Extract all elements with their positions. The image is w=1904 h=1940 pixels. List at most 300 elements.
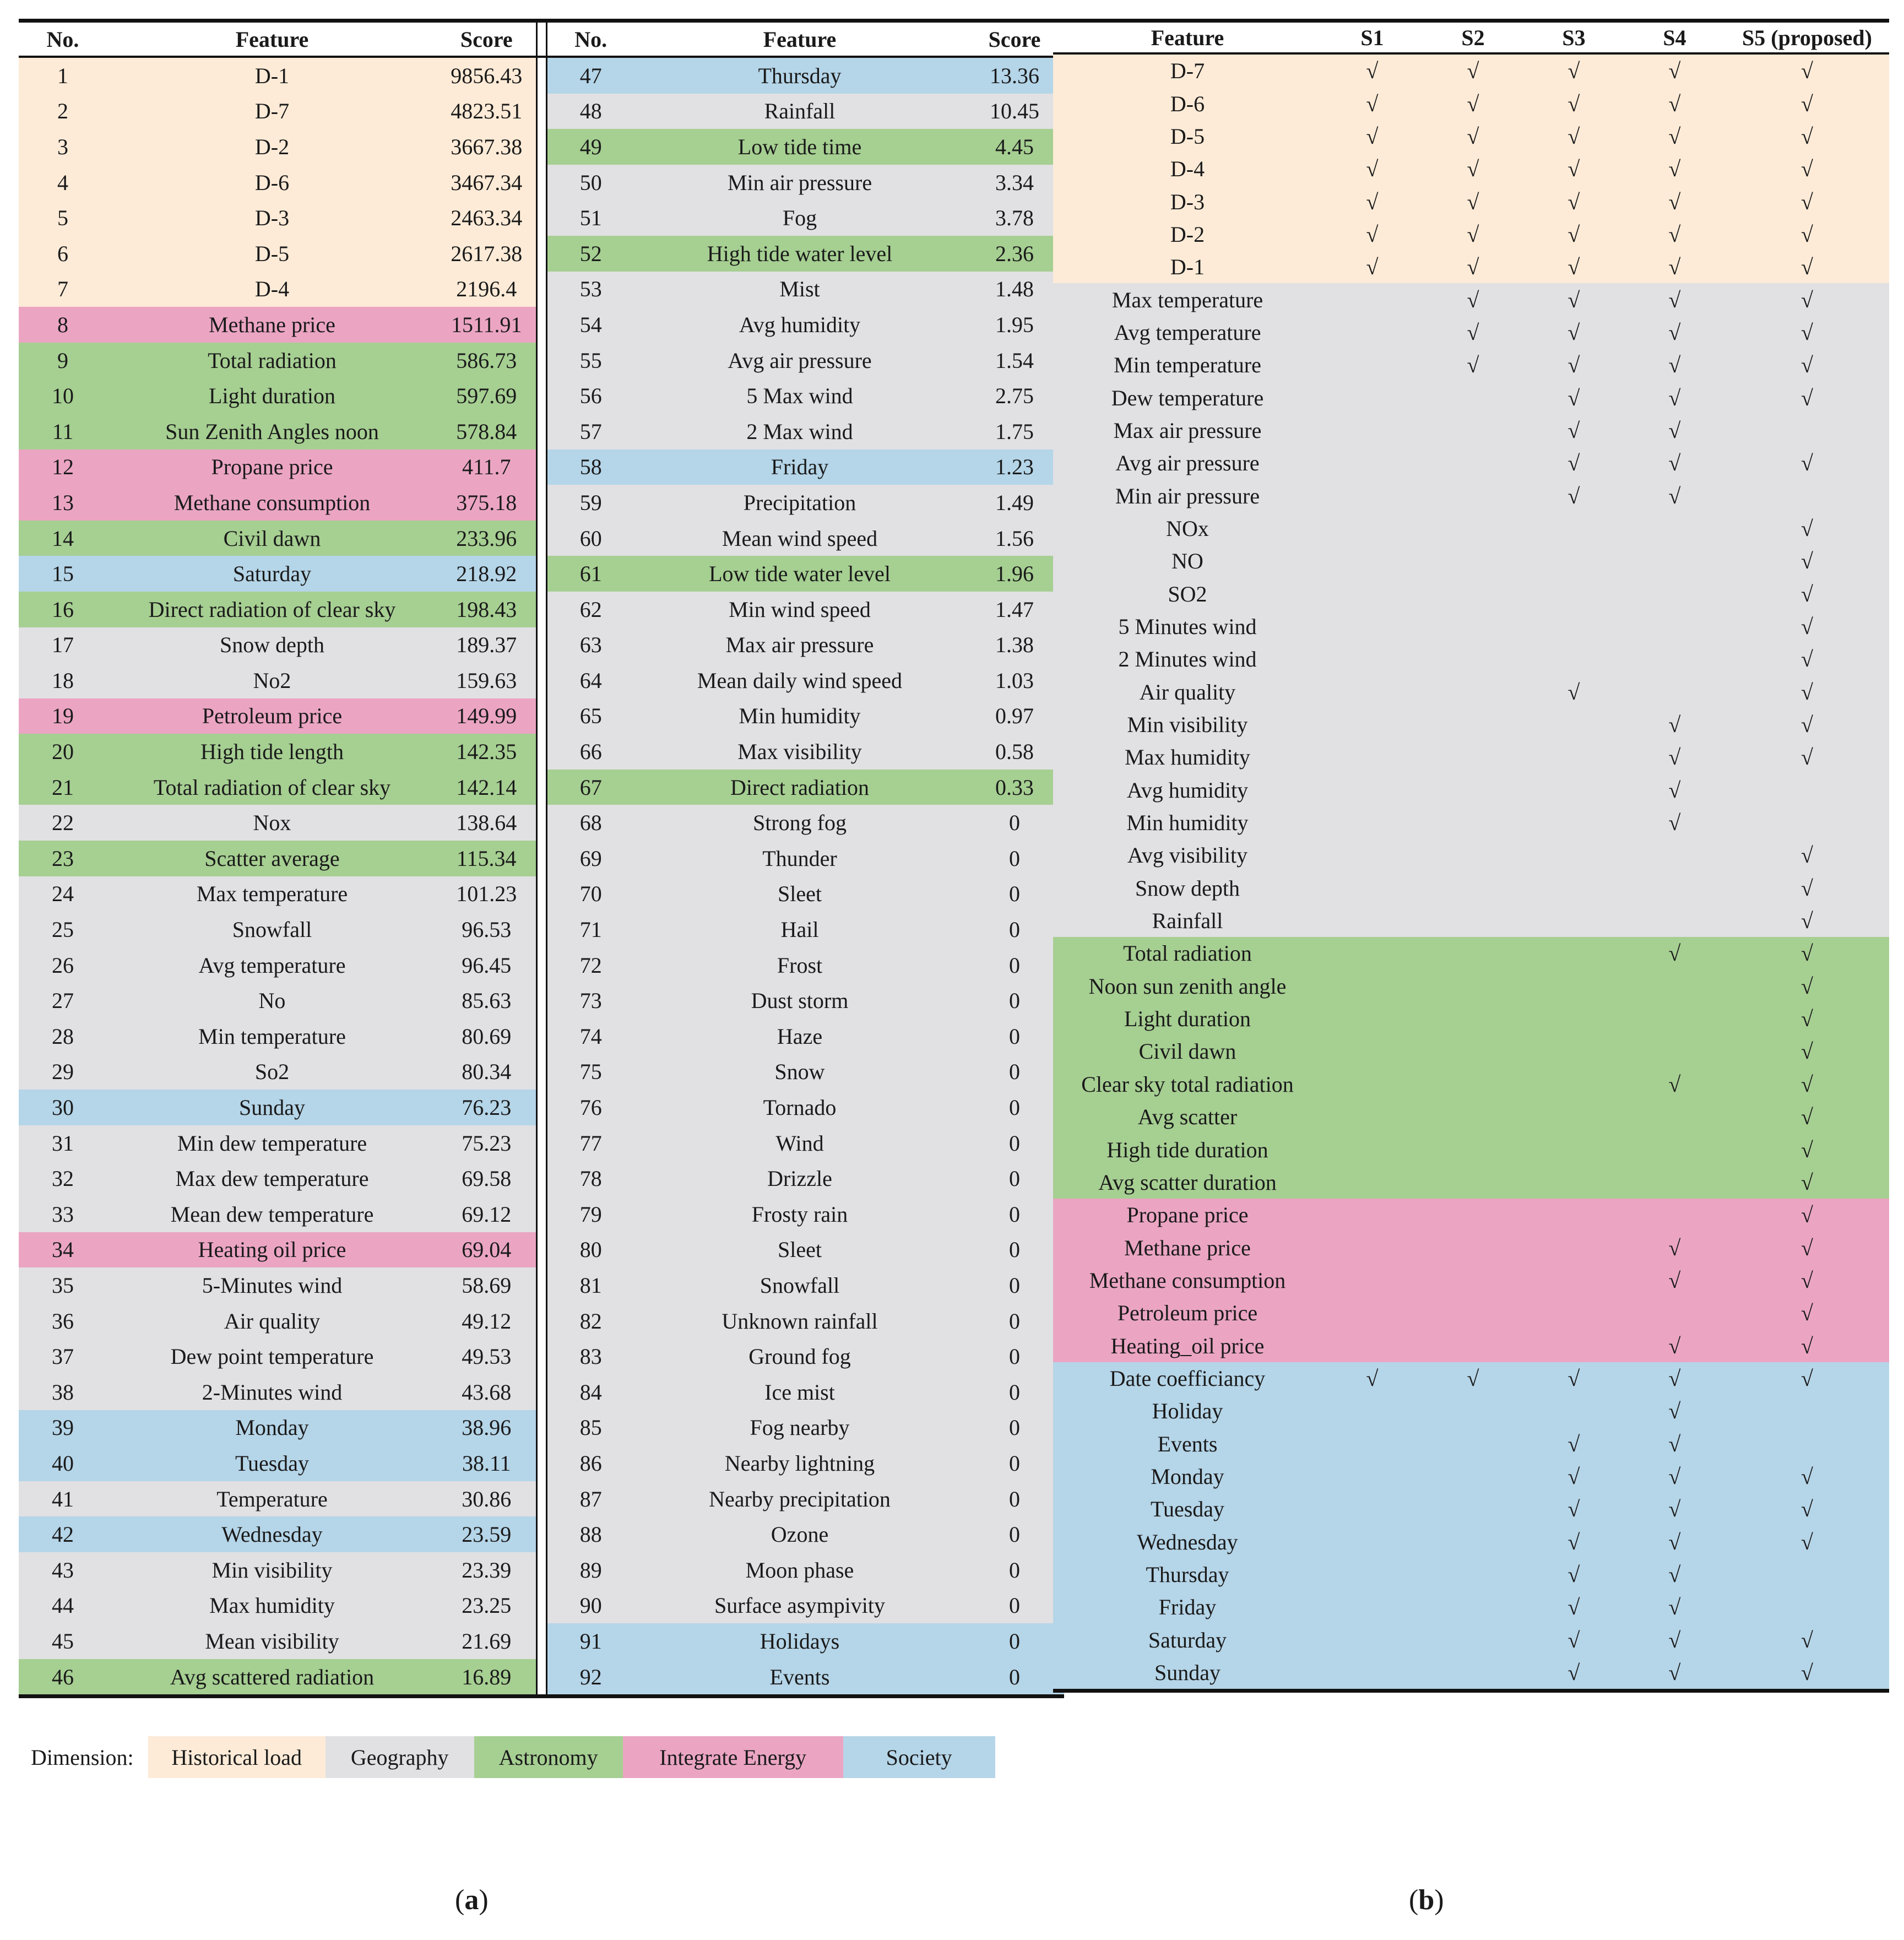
check-s4: √ [1668,58,1681,84]
feature-name: Avg air pressure [1115,451,1260,476]
check-s4: √ [1668,385,1681,410]
cell-no-left: 2 [19,94,107,129]
column-divider [536,1552,546,1588]
feature-name: D-1 [1170,254,1205,280]
check-s4: √ [1668,1660,1681,1686]
cell-score-left: 586.73 [437,343,536,378]
table-row [1053,87,1889,120]
check-s5: √ [1801,287,1813,312]
check-s3 [1523,970,1624,1002]
check-s4: √ [1668,123,1681,149]
column-divider [536,698,546,734]
feature-name: Min temperature [1114,353,1261,378]
cell-feature-left: Min dew temperature [107,1125,437,1161]
check-s5: √ [1801,1071,1813,1097]
cell-score-left: 23.25 [437,1588,536,1624]
cell-feature-right: Rainfall [634,94,965,129]
check-s3 [1523,1329,1624,1362]
check-s1: √ [1366,123,1379,149]
cell-feature-left: D-2 [107,129,437,165]
cell-no-right: 89 [546,1552,634,1588]
column-divider [536,734,546,770]
cell-feature-left: Light duration [107,378,437,414]
header-s2: S2 [1423,21,1523,54]
check-s2: √ [1467,221,1479,247]
cell-score-right: 1.75 [965,414,1064,449]
check-s2 [1423,1068,1523,1101]
cell-score-left: 189.37 [437,627,536,663]
check-s4 [1624,610,1725,643]
cell-feature-left: D-6 [107,165,437,200]
feature-name: Light duration [1124,1006,1251,1032]
table-row [1053,479,1889,512]
check-s2 [1423,1002,1523,1035]
table-row [19,57,1064,94]
check-s2 [1423,381,1523,414]
table-row [1053,512,1889,545]
cell-score-left: 138.64 [437,805,536,841]
check-s1 [1322,1297,1423,1329]
legend-label: Dimension: [31,1744,134,1770]
cell-no-left: 44 [19,1588,107,1624]
check-s1: √ [1366,91,1379,116]
cell-no-left: 36 [19,1303,107,1339]
check-s4: √ [1668,451,1681,476]
column-divider [536,1339,546,1374]
caption-a: (a) [455,1884,489,1916]
check-s4: √ [1668,1365,1681,1391]
cell-score-left: 411.7 [437,449,536,485]
cell-no-left: 4 [19,165,107,200]
check-s4: √ [1668,1497,1681,1522]
cell-feature-left: Mean dew temperature [107,1196,437,1232]
check-s4: √ [1668,156,1681,182]
check-s3: √ [1567,1431,1580,1456]
check-s1 [1322,872,1423,904]
check-s4: √ [1668,1562,1681,1587]
cell-score-left: 142.14 [437,770,536,805]
cell-score-right: 0 [965,1481,1064,1517]
cell-no-right: 88 [546,1516,634,1552]
feature-name: D-5 [1170,123,1205,149]
cell-no-left: 8 [19,307,107,343]
column-divider [536,521,546,556]
cell-feature-right: Max visibility [634,734,965,770]
cell-feature-left: Wednesday [107,1516,437,1552]
cell-score-left: 375.18 [437,485,536,521]
feature-name: Max humidity [1125,745,1250,770]
table-row [1053,545,1889,577]
cell-no-left: 11 [19,414,107,449]
cell-feature-right: Frosty rain [634,1196,965,1232]
check-s4 [1624,676,1725,708]
cell-feature-left: Saturday [107,556,437,592]
check-s5: √ [1801,1202,1813,1228]
check-s2 [1423,676,1523,708]
cell-score-left: 198.43 [437,592,536,627]
check-s2 [1423,1133,1523,1166]
cell-feature-left: Sunday [107,1090,437,1125]
cell-no-left: 6 [19,236,107,272]
check-s1 [1322,643,1423,675]
check-s1 [1322,578,1423,610]
check-s3 [1523,839,1624,871]
header-s4: S4 [1624,21,1725,54]
check-s3 [1523,1101,1624,1133]
cell-score-right: 0 [965,1018,1064,1054]
check-s4: √ [1668,1333,1681,1358]
cell-feature-right: Nearby lightning [634,1445,965,1481]
cell-no-right: 90 [546,1588,634,1624]
check-s4: √ [1668,287,1681,312]
feature-score-table [19,19,1064,1698]
cell-score-left: 2196.4 [437,272,536,307]
check-s4 [1624,839,1725,871]
table-row [19,165,1064,200]
cell-no-right: 81 [546,1267,634,1303]
cell-no-right: 73 [546,983,634,1018]
check-s5: √ [1801,189,1813,214]
cell-no-right: 66 [546,734,634,770]
column-divider [536,378,546,414]
table-row [1053,806,1889,839]
column-divider [536,1481,546,1517]
cell-feature-right: Wind [634,1125,965,1161]
check-s3: √ [1567,287,1580,312]
table-row [19,770,1064,805]
cell-no-left: 9 [19,343,107,378]
check-s2 [1423,545,1523,577]
cell-no-right: 57 [546,414,634,449]
cell-feature-right: Strong fog [634,805,965,841]
cell-no-left: 18 [19,663,107,698]
check-s1 [1322,316,1423,349]
cell-no-left: 34 [19,1232,107,1268]
check-s2 [1423,1427,1523,1460]
cell-feature-left: D-1 [107,57,437,94]
table-row [1053,1133,1889,1166]
cell-score-left: 38.11 [437,1445,536,1481]
check-s1 [1322,1558,1423,1591]
check-s3: √ [1567,353,1580,378]
cell-feature-right: Tornado [634,1090,965,1125]
check-s2 [1423,937,1523,969]
check-s4: √ [1668,1595,1681,1620]
check-s1 [1322,479,1423,512]
cell-no-left: 21 [19,770,107,805]
check-s4 [1624,904,1725,937]
check-s1 [1322,1427,1423,1460]
table-row [1053,904,1889,937]
feature-name: D-4 [1170,156,1205,182]
check-s5: √ [1801,156,1813,182]
cell-feature-right: Unknown rainfall [634,1303,965,1339]
cell-feature-left: High tide length [107,734,437,770]
table-row [1053,643,1889,675]
cell-feature-right: Low tide water level [634,556,965,592]
cell-score-right: 13.36 [965,57,1064,94]
cell-score-right: 0 [965,1125,1064,1161]
check-s1 [1322,381,1423,414]
column-divider [536,1659,546,1697]
check-s1 [1322,414,1423,447]
cell-feature-left: Min temperature [107,1018,437,1054]
cell-score-left: 75.23 [437,1125,536,1161]
table-row [19,414,1064,449]
column-divider [536,343,546,378]
check-s1 [1322,1231,1423,1264]
check-s1 [1322,1395,1423,1427]
cell-no-right: 85 [546,1410,634,1446]
table-row [19,1090,1064,1125]
check-s5 [1725,806,1889,839]
check-s2 [1423,970,1523,1002]
cell-feature-left: Avg temperature [107,947,437,983]
header-feature: Feature [1053,21,1322,54]
table-row [19,94,1064,129]
column-divider [536,236,546,272]
check-s5: √ [1801,941,1813,966]
cell-feature-left: No [107,983,437,1018]
cell-score-right: 0 [965,1659,1064,1697]
check-s5: √ [1801,58,1813,84]
column-divider [536,841,546,876]
check-s1 [1322,1199,1423,1231]
table-row [1053,1068,1889,1101]
check-s4 [1624,1133,1725,1166]
cell-no-left: 31 [19,1125,107,1161]
cell-score-right: 1.95 [965,307,1064,343]
check-s4 [1624,1101,1725,1133]
table-row [1053,1297,1889,1329]
check-s2 [1423,1460,1523,1493]
check-s2 [1423,1264,1523,1297]
feature-name: NO [1171,549,1203,574]
cell-feature-right: Min air pressure [634,165,965,200]
cell-feature-right: Holidays [634,1623,965,1659]
cell-feature-left: D-5 [107,236,437,272]
feature-name: Clear sky total radiation [1081,1071,1294,1097]
cell-no-left: 19 [19,698,107,734]
table-row [19,876,1064,912]
cell-score-left: 2463.34 [437,200,536,236]
cell-no-right: 82 [546,1303,634,1339]
cell-feature-left: No2 [107,663,437,698]
cell-feature-left: Methane price [107,307,437,343]
feature-name: Air quality [1139,679,1236,705]
cell-score-left: 69.58 [437,1161,536,1196]
cell-score-right: 0 [965,1588,1064,1624]
cell-feature-left: So2 [107,1054,437,1090]
check-s2 [1423,414,1523,447]
check-s4: √ [1668,941,1681,966]
check-s3: √ [1567,1595,1580,1620]
cell-score-left: 4823.51 [437,94,536,129]
check-s1 [1322,1101,1423,1133]
check-s3 [1523,1035,1624,1067]
table-row [19,1018,1064,1054]
check-s5: √ [1801,581,1813,606]
table-row [1053,447,1889,479]
feature-name: Min humidity [1126,810,1249,836]
header-feature-left: Feature [107,21,437,57]
check-s5: √ [1801,254,1813,280]
cell-no-right: 76 [546,1090,634,1125]
column-divider [536,165,546,200]
cell-score-right: 2.75 [965,378,1064,414]
cell-feature-right: Ground fog [634,1339,965,1374]
cell-feature-left: Max dew temperature [107,1161,437,1196]
cell-feature-left: Dew point temperature [107,1339,437,1374]
check-s5: √ [1801,1039,1813,1064]
check-s4 [1624,1166,1725,1199]
cell-score-right: 0 [965,1623,1064,1659]
cell-score-right: 0 [965,1090,1064,1125]
table-row [19,734,1064,770]
table-row [1053,1558,1889,1591]
cell-score-left: 96.53 [437,912,536,947]
cell-no-right: 51 [546,200,634,236]
cell-feature-left: Total radiation [107,343,437,378]
check-s1 [1322,1329,1423,1362]
feature-name: Noon sun zenith angle [1088,973,1287,999]
table-row [19,1659,1064,1697]
cell-score-left: 3667.38 [437,129,536,165]
feature-name: D-3 [1170,189,1205,214]
check-s1 [1322,1460,1423,1493]
header-no-left: No. [19,21,107,57]
check-s5: √ [1801,1169,1813,1195]
cell-no-left: 45 [19,1623,107,1659]
check-s2 [1423,578,1523,610]
cell-score-left: 16.89 [437,1659,536,1697]
cell-feature-right: Snowfall [634,1267,965,1303]
feature-name: Holiday [1152,1399,1223,1424]
table-row [1053,676,1889,708]
cell-score-left: 69.12 [437,1196,536,1232]
legend-geography: Geography [326,1736,474,1778]
feature-name: Wednesday [1137,1529,1238,1554]
cell-score-left: 101.23 [437,876,536,912]
check-s3 [1523,610,1624,643]
table-row [19,592,1064,627]
cell-feature-left: D-7 [107,94,437,129]
header-s3: S3 [1523,21,1624,54]
check-s1 [1322,349,1423,381]
cell-feature-right: High tide water level [634,236,965,272]
check-s5 [1725,1395,1889,1427]
column-divider [536,1232,546,1268]
cell-feature-left: Max temperature [107,876,437,912]
check-s2 [1423,512,1523,545]
check-s5: √ [1801,1365,1813,1391]
cell-score-left: 159.63 [437,663,536,698]
column-divider [536,947,546,983]
check-s4 [1624,578,1725,610]
check-s3: √ [1567,91,1580,116]
cell-no-left: 22 [19,805,107,841]
check-s4: √ [1668,1235,1681,1260]
cell-score-left: 80.34 [437,1054,536,1090]
cell-score-right: 1.96 [965,556,1064,592]
cell-feature-left: Sun Zenith Angles noon [107,414,437,449]
table-row [19,1374,1064,1410]
cell-feature-right: 2 Max wind [634,414,965,449]
check-s3 [1523,512,1624,545]
check-s2: √ [1467,1365,1479,1391]
cell-feature-right: Precipitation [634,485,965,521]
feature-name: Dew temperature [1111,385,1264,410]
check-s4 [1624,1002,1725,1035]
cell-no-left: 38 [19,1374,107,1410]
check-s3 [1523,1297,1624,1329]
table-row [19,627,1064,663]
table-row [1053,970,1889,1002]
table-row [19,200,1064,236]
table-row [1053,153,1889,185]
table-row [19,1623,1064,1659]
table-row [19,556,1064,592]
check-s4 [1624,1199,1725,1231]
check-s2: √ [1467,254,1479,280]
check-s1 [1322,937,1423,969]
cell-feature-right: Moon phase [634,1552,965,1588]
cell-feature-right: Thursday [634,57,965,94]
table-row [19,663,1064,698]
table-row [1053,1231,1889,1264]
feature-name: Avg scatter [1137,1104,1238,1130]
cell-feature-left: Monday [107,1410,437,1446]
check-s2 [1423,1656,1523,1691]
check-s4: √ [1668,1071,1681,1097]
table-row [1053,120,1889,153]
check-s1: √ [1366,58,1379,84]
check-s2: √ [1467,319,1479,345]
cell-no-left: 14 [19,521,107,556]
cell-no-right: 69 [546,841,634,876]
cell-feature-left: Tuesday [107,1445,437,1481]
check-s4 [1624,872,1725,904]
cell-feature-right: 5 Max wind [634,378,965,414]
cell-score-left: 578.84 [437,414,536,449]
column-divider [536,663,546,698]
table-row [1053,316,1889,349]
table-row [1053,1362,1889,1395]
check-s1 [1322,1624,1423,1656]
table-row [19,1054,1064,1090]
check-s1 [1322,610,1423,643]
header-score-right: Score [965,21,1064,57]
cell-feature-left: Air quality [107,1303,437,1339]
check-s3: √ [1567,1562,1580,1587]
cell-no-left: 20 [19,734,107,770]
cell-score-left: 23.39 [437,1552,536,1588]
cell-score-left: 80.69 [437,1018,536,1054]
cell-no-right: 64 [546,663,634,698]
check-s1 [1322,806,1423,839]
check-s1: √ [1366,221,1379,247]
cell-no-left: 17 [19,627,107,663]
check-s5: √ [1801,353,1813,378]
column-divider [536,414,546,449]
column-divider [536,1623,546,1659]
cell-feature-right: Ice mist [634,1374,965,1410]
cell-score-right: 1.23 [965,449,1064,485]
cell-feature-left: D-3 [107,200,437,236]
check-s3: √ [1567,1365,1580,1391]
panel-a-feature-scores [19,19,1041,1698]
table-row [1053,1101,1889,1133]
